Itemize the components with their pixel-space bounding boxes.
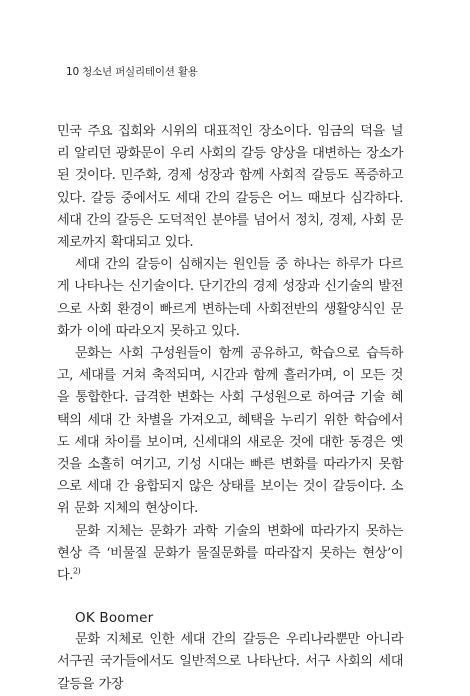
section-heading: OK Boomer bbox=[75, 610, 154, 627]
body-text bbox=[57, 121, 403, 696]
running-header: 10 청소년 퍼실리테이션 활용 bbox=[66, 66, 198, 78]
paragraph-ok-boomer: 문화 지체로 인한 세대 간의 갈등은 우리나라뿐만 아니라 서구권 국가들에서도 일반적으로 나타난다. 서구 사회의 세대 갈등을 가장 bbox=[57, 632, 403, 692]
paragraph-cultural-lag bbox=[57, 521, 403, 588]
paragraph-new-technology: 세대 간의 갈등이 심해지는 원인들 중 하나는 하루가 다르게 나타나는 신기술이다. 단기간의 경제 성장과 신기술의 발전으로 사회 환경이 빠르게 변하는데 사회전반의 생활양식인 문화가 이에 따라오지 못하고 있다. bbox=[57, 257, 403, 339]
cultural-lag-text: 문화 지체는 문화가 과학 기술의 변화에 따라가지 못하는 현상 즉 ‘비물질 문화가 물질문화를 따라잡지 못하는 현상’이다. bbox=[57, 523, 403, 584]
paragraph-culture: 문화는 사회 구성원들이 함께 공유하고, 학습으로 습득하고, 세대를 거쳐 축적되며, 시간과 함께 흘러가며, 이 모든 것을 통합한다. 급격한 변화는 사회 구성원으로 하여금 기술 혜택의 세대 간 차별을 가져오고, 혜택을 누리기 위한 학습에서도 세대 차이를 보이며, 신세대의 새로운 것에 대한 동경은 옛것을 소홀히 여기고, 기성 시대는 빠른 변화를 따라가지 못함으로 세대 간 융합되지 않은 상태를 보이는 것이 갈등이다. 소위 문화 지체의 현상이다. bbox=[57, 346, 403, 517]
paragraph-continuation: 민국 주요 집회와 시위의 대표적인 장소이다. 임금의 덕을 널리 알리던 광화문이 우리 사회의 갈등 양상을 대변하는 장소가 된 것이다. 민주화, 경제 성장과 함께 사회적 갈등도 폭증하고 있다. 갈등 중에서도 세대 간의 갈등은 어느 때보다 심각하다. 세대 간의 갈등은 도덕적인 분야를 넘어서 정치, 경제, 사회 문제로까지 확대되고 있다. bbox=[57, 124, 403, 251]
footnote-marker: 2) bbox=[73, 566, 81, 576]
